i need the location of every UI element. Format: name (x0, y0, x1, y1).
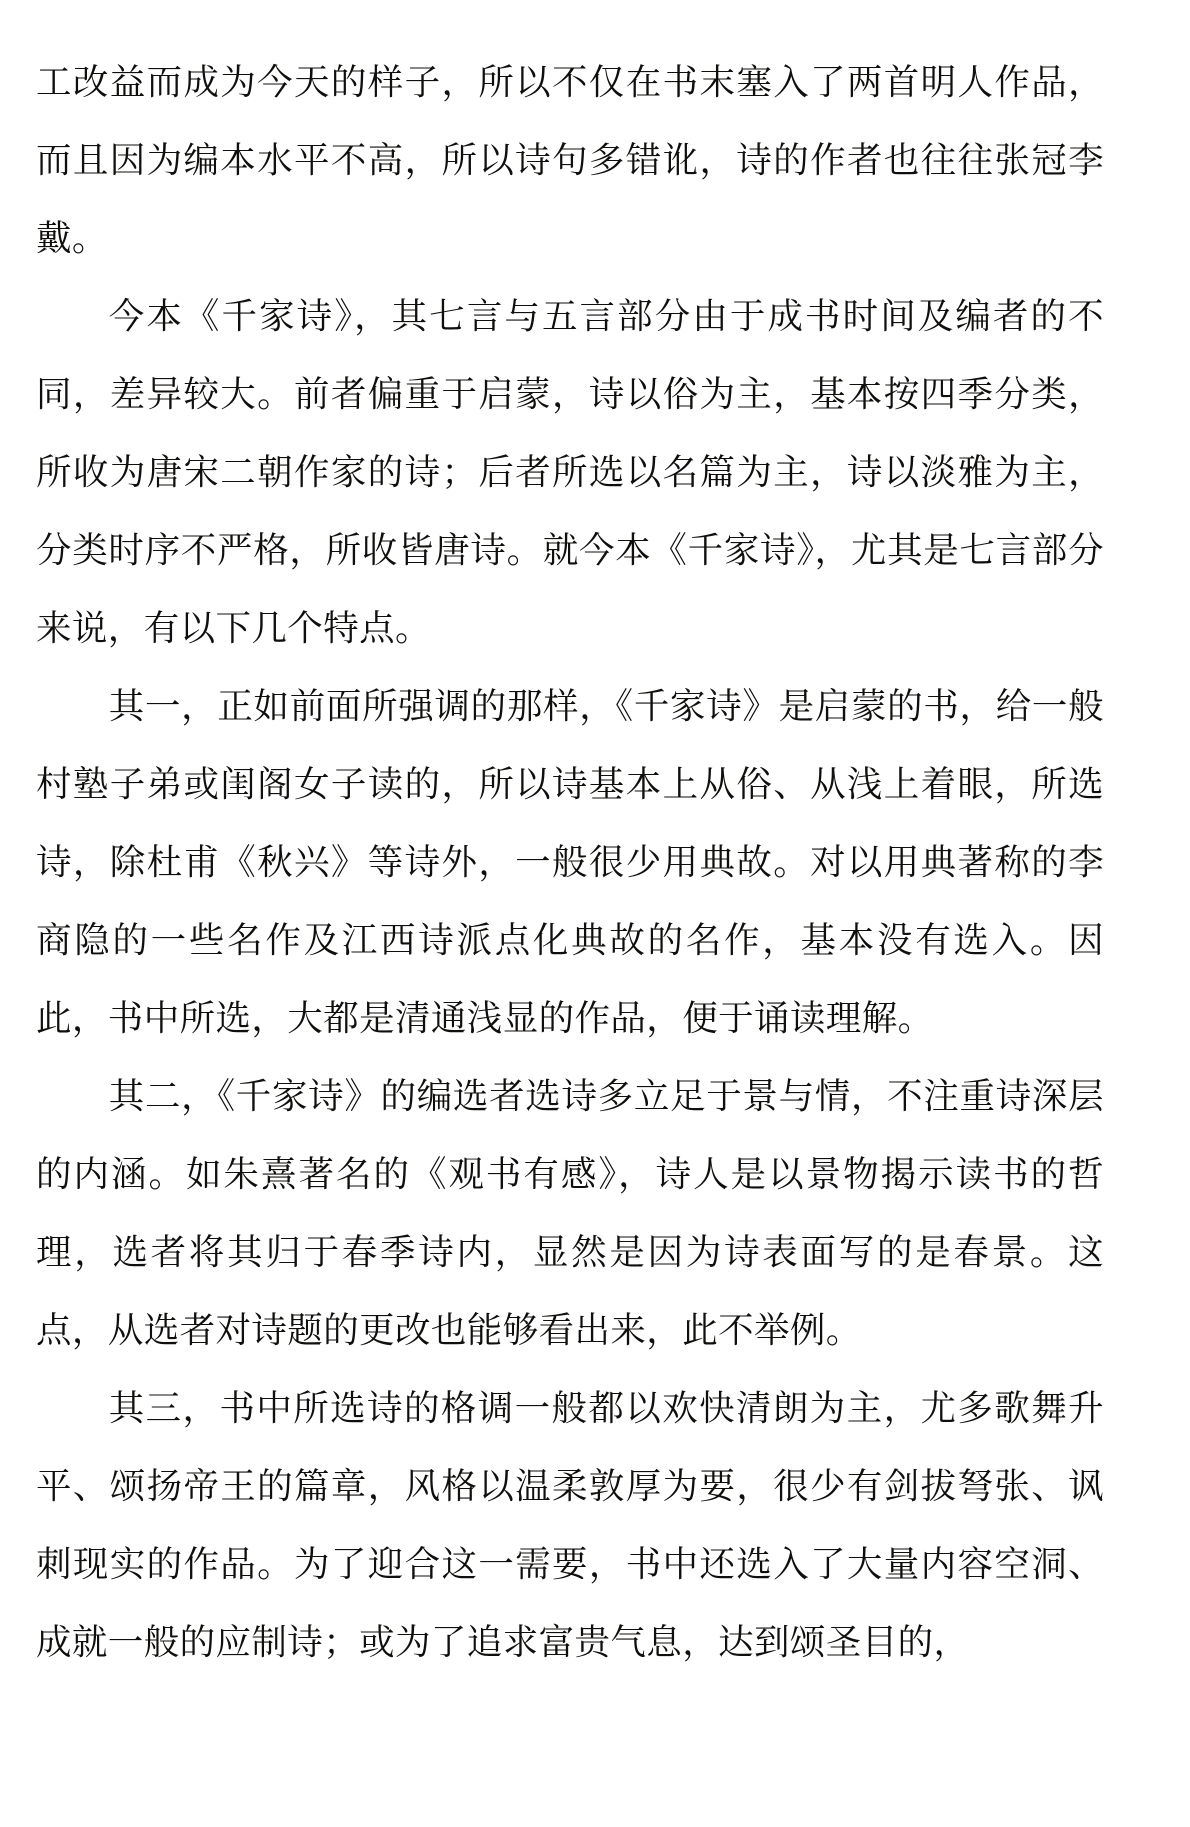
paragraph-5: 其三，书中所选诗的格调一般都以欢快清朗为主，尤多歌舞升平、颂扬帝王的篇章，风格以温柔敦厚为要，很少有剑拔弩张、讽刺现实的作品。为了迎合这一需要，书中还选入了大量内容空洞、成就一般的应制诗；或为了追求富贵气息，达到颂圣目的， (36, 1388, 1104, 1663)
paragraph-3: 其一，正如前面所强调的那样，《千家诗》是启蒙的书，给一般村塾子弟或闺阁女子读的，所以诗基本上从俗、从浅上着眼，所选诗，除杜甫《秋兴》等诗外，一般很少用典故。对以用典著称的李商隐的一些名作及江西诗派点化典故的名作，基本没有选入。因此，书中所选，大都是清通浅显的作品，便于诵读理解。 (36, 686, 1104, 1039)
paragraph-4: 其二，《千家诗》的编选者选诗多立足于景与情，不注重诗深层的内涵。如朱熹著名的《观书有感》，诗人是以景物揭示读书的哲理，选者将其归于春季诗内，显然是因为诗表面写的是春景。这点，从选者对诗题的更改也能够看出来，此不举例。 (36, 1076, 1104, 1351)
paragraph-2: 今本《千家诗》，其七言与五言部分由于成书时间及编者的不同，差异较大。前者偏重于启蒙，诗以俗为主，基本按四季分类，所收为唐宋二朝作家的诗；后者所选以名篇为主，诗以淡雅为主，分类时序不严格，所收皆唐诗。就今本《千家诗》，尤其是七言部分来说，有以下几个特点。 (36, 296, 1104, 649)
paragraph-1: 工改益而成为今天的样子，所以不仅在书末塞入了两首明人作品，而且因为编本水平不高，所以诗句多错讹，诗的作者也往往张冠李戴。 (36, 62, 1104, 259)
page-body (36, 44, 1104, 1682)
